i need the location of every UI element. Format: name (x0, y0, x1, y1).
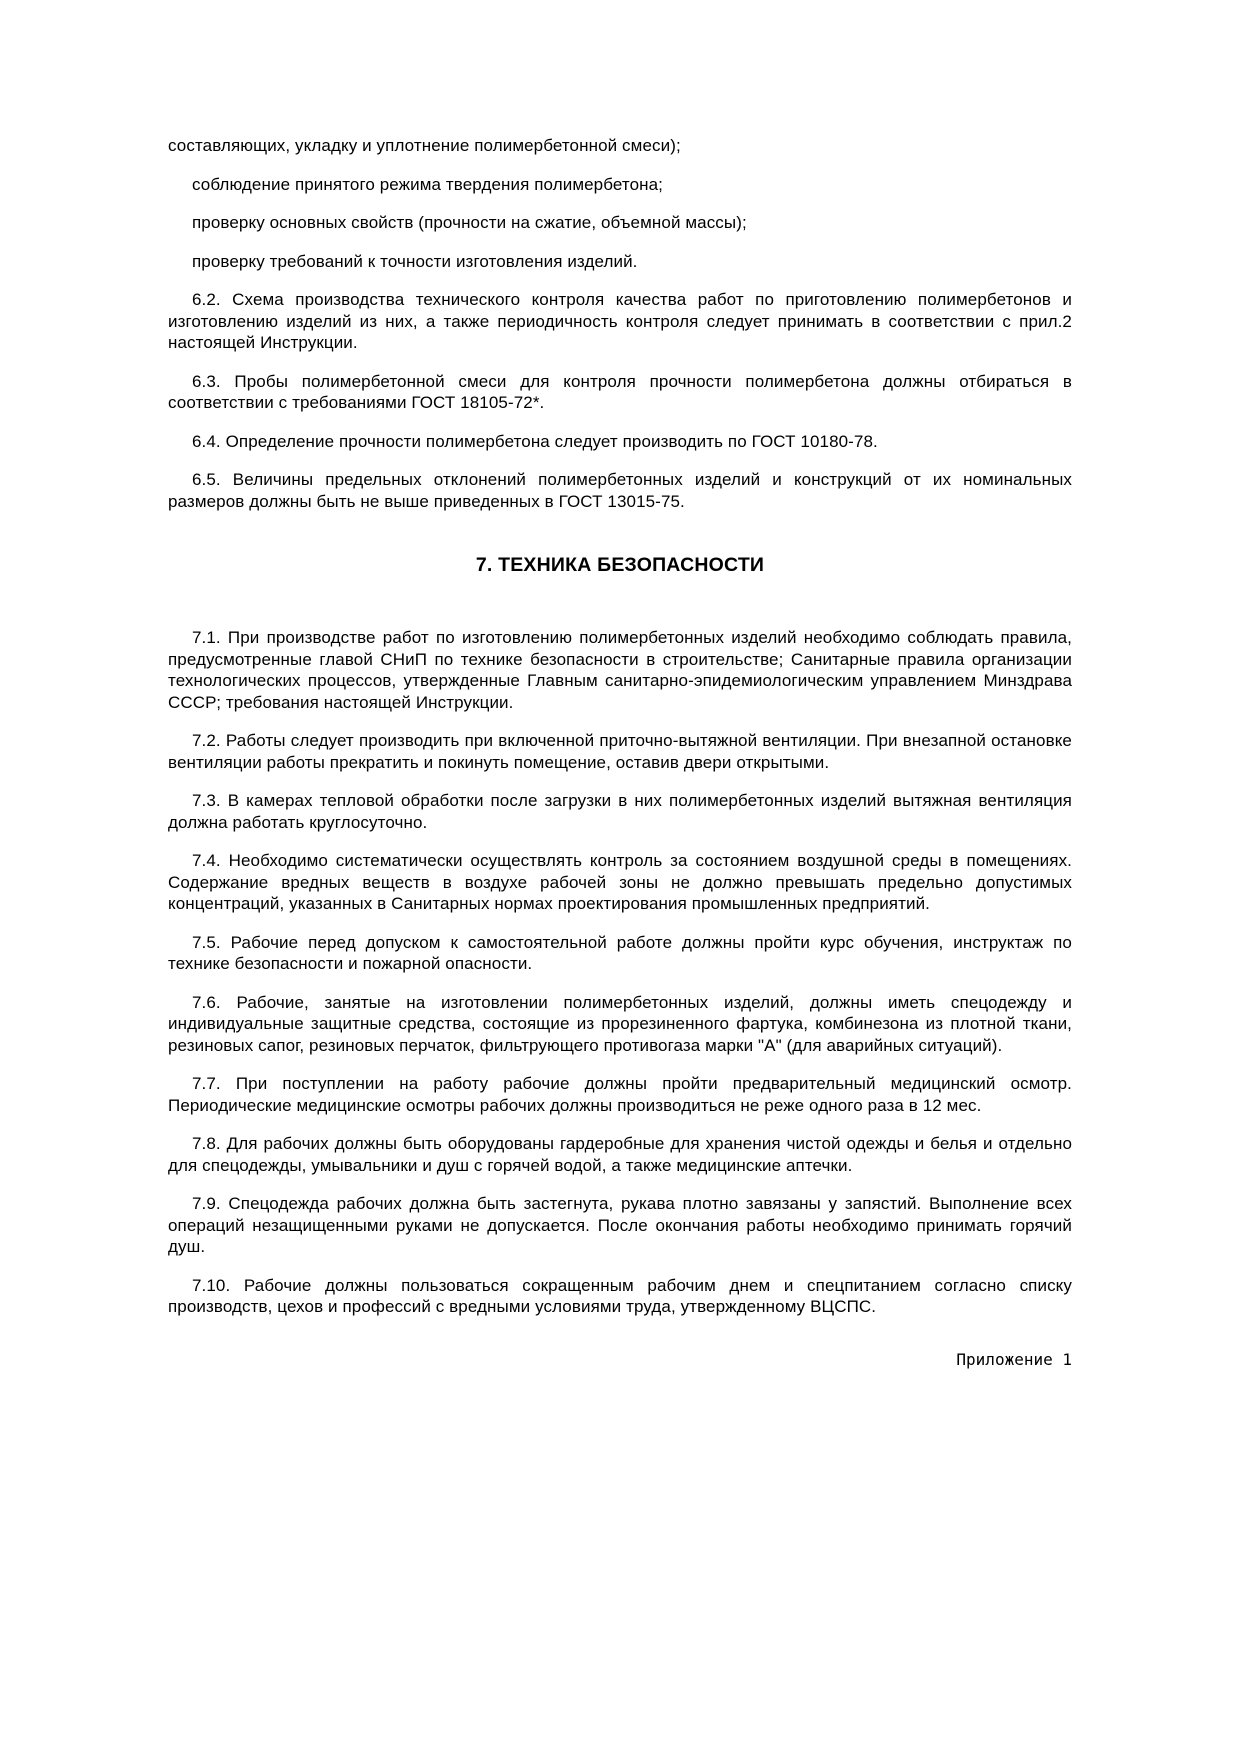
paragraph: 7.3. В камерах тепловой обработки после загрузки в них полимербетонных изделий вытяжная вентиляция должна работать круглосуточно. (168, 791, 1072, 832)
paragraph: 7.4. Необходимо систематически осуществлять контроль за состоянием воздушной среды в помещениях. Содержание вредных веществ в воздухе рабочей зоны не должно превышать предельно допустимых концентраций, указанных в Санитарных нормах проектирования промышленных предприятий. (168, 851, 1072, 913)
paragraph: 6.3. Пробы полимербетонной смеси для контроля прочности полимербетона должны отбираться в соответствии с требованиями ГОСТ 18105-72*. (168, 371, 1072, 412)
paragraph: 7.7. При поступлении на работу рабочие должны пройти предварительный медицинский осмотр. Периодические медицинские осмотры рабочих должны производиться не реже одного раза в 12 мес. (168, 1074, 1072, 1115)
paragraph: 7.6. Рабочие, занятые на изготовлении полимербетонных изделий, должны иметь спецодежду и индивидуальные защитные средства, состоящие из прорезиненного фартука, комбинезона из плотной ткани, резиновых сапог, резиновых перчаток, фильтрующего противогаза марки "А" (для аварийных ситуаций). (168, 992, 1072, 1055)
paragraph: проверку основных свойств (прочности на сжатие, объемной массы); (192, 213, 747, 232)
paragraph: 7.9. Спецодежда рабочих должна быть застегнута, рукава плотно завязаны у запястий. Выполнение всех операций незащищенными руками не допускается. После окончания работы необходимо принимать горячий душ. (168, 1194, 1072, 1256)
paragraph: составляющих, укладку и уплотнение полимербетонной смеси); (168, 136, 681, 155)
paragraph: 7.1. При производстве работ по изготовлению полимербетонных изделий необходимо соблюдать правила, предусмотренные главой СНиП по технике безопасности в строительстве; Санитарные правила организации технологических процессов, утвержденные Главным санитарно-эпидемиологическим управлением Минздрава СССР; требования настоящей Инструкции. (168, 628, 1072, 712)
paragraph: соблюдение принятого режима твердения полимербетона; (192, 174, 663, 194)
paragraph: 7.5. Рабочие перед допуском к самостоятельной работе должны пройти курс обучения, инструктаж по технике безопасности и пожарной опасности. (168, 932, 1072, 973)
paragraph: 6.4. Определение прочности полимербетона следует производить по ГОСТ 10180-78. (192, 431, 878, 451)
paragraph: 7.10. Рабочие должны пользоваться сокращенным рабочим днем и спецпитанием согласно списку производств, цехов и профессий с вредными условиями труда, утвержденному ВЦСПС. (168, 1275, 1072, 1316)
paragraph: 6.5. Величины предельных отклонений полимербетонных изделий и конструкций от их номинальных размеров должны быть не выше приведенных в ГОСТ 13015-75. (168, 470, 1072, 511)
paragraph: 7.8. Для рабочих должны быть оборудованы гардеробные для хранения чистой одежды и белья и отдельно для спецодежды, умывальники и душ с горячей водой, а также медицинские аптечки. (168, 1134, 1072, 1175)
appendix-label: Приложение 1 (956, 1349, 1072, 1369)
section-heading: 7. ТЕХНИКА БЕЗОПАСНОСТИ (475, 554, 765, 576)
paragraph: 7.2. Работы следует производить при включенной приточно-вытяжной вентиляции. При внезапной остановке вентиляции работы прекратить и покинуть помещение, оставив двери открытыми. (168, 731, 1072, 772)
paragraph: проверку требований к точности изготовления изделий. (192, 251, 638, 271)
paragraph: 6.2. Схема производства технического контроля качества работ по приготовлению полимербетонов и изготовлению изделий из них, а также периодичность контроля следует принимать в соответствии с прил.2 настоящей Инструкции. (168, 290, 1072, 352)
